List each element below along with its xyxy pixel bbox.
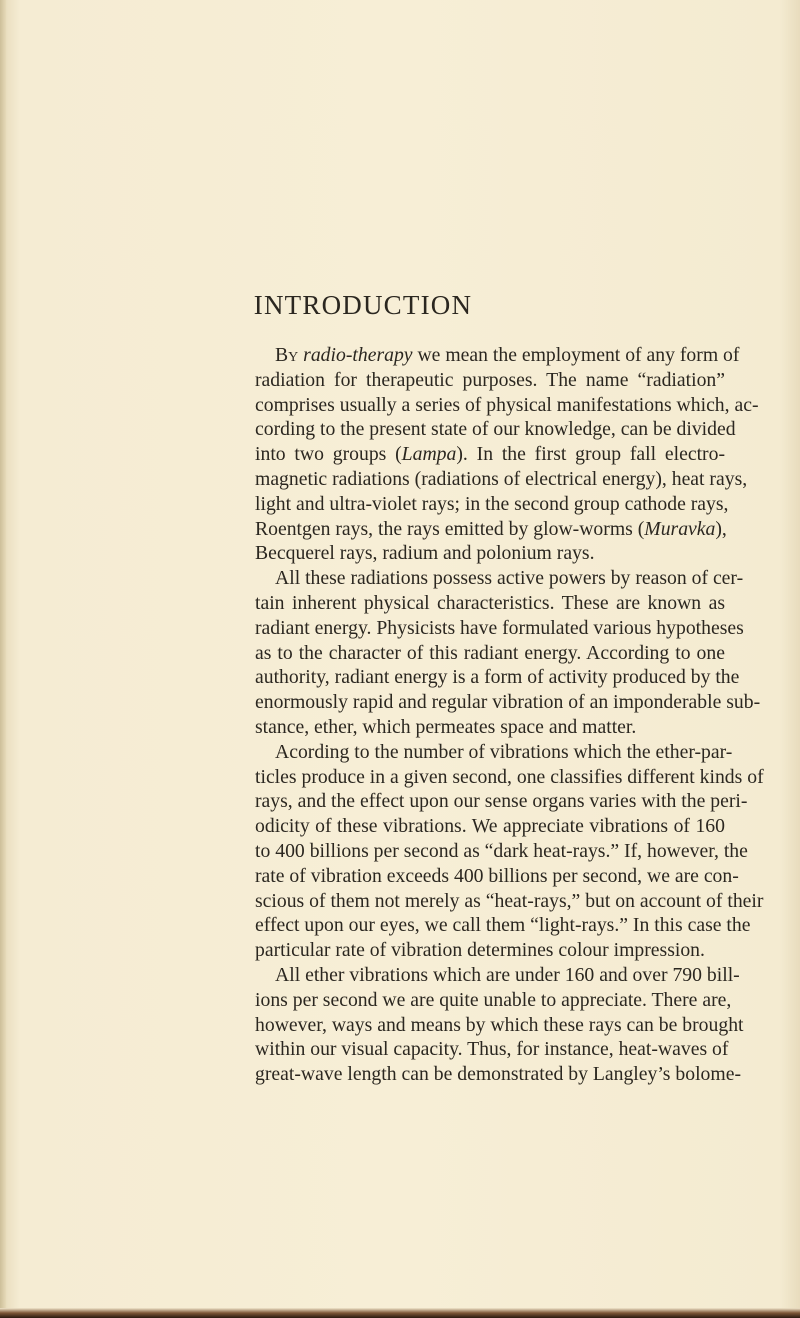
text-run: ticles produce in a given second, one classifies different kinds of [255,765,764,788]
text-line [255,715,725,740]
text-run: Acording to the number of vibrations which the ether-par- [275,740,733,763]
text-line [255,616,744,641]
text-line [255,368,725,393]
text-run: as to the character of this radiant energy. According to one [255,641,725,664]
text-run: scious of them not merely as “heat-rays,” but on account of their [255,889,764,912]
page-gutter-edge [0,0,6,1318]
text-line [255,343,740,368]
text-line [255,665,740,690]
text-run: effect upon our eyes, we call them “light-rays.” In this case the [255,914,751,937]
text-run: into two groups ( [255,443,402,466]
italic-text: Lampa [401,443,457,466]
text-run: rate of vibration exceeds 400 billions per second, we are con- [255,864,739,887]
page-bottom-edge [0,1308,800,1318]
text-run: magnetic radiations (radiations of electrical energy), heat rays, [255,467,748,490]
text-run: ). In the first group fall electro- [456,443,726,466]
text-run: particular rate of vibration determines colour impression. [255,939,705,962]
text-run: radiation for therapeutic purposes. The name “radiation” [255,368,725,391]
paragraph [255,740,764,963]
text-line [255,690,761,715]
paragraph [255,566,761,740]
text-line [255,566,744,591]
text-run: tain inherent physical characteristics. These are known as [255,591,725,614]
text-line [255,963,740,988]
text-run: ions per second we are quite unable to appreciate. There are, [255,988,732,1011]
text-line [255,1037,729,1062]
text-line [255,789,748,814]
text-run: to 400 billions per second as “dark heat-rays.” If, however, the [255,839,748,862]
text-line [255,839,748,864]
text-run: stance, ether, which permeates space and matter. [255,715,637,738]
text-run: cording to the present state of our knowledge, can be divided [255,418,736,441]
text-run: ), [715,517,727,540]
text-run: however, ways and means by which these rays can be brought [255,1013,744,1036]
text-run: All these radiations possess active powers by reason of cer- [275,567,744,590]
chapter-heading: INTRODUCTION [253,290,473,320]
text-line [255,1062,741,1087]
text-line [255,814,725,839]
paragraph [255,343,759,566]
italic-text: radio-therapy [303,344,413,366]
text-run: great-wave length can be demonstrated by Langley’s bolome- [255,1063,741,1086]
text-run: Becquerel rays, radium and polonium rays. [255,542,595,565]
text-line [255,517,725,542]
body-text [255,343,764,1087]
text-line [255,765,764,790]
text-line [255,541,725,566]
text-line [255,393,759,418]
italic-text: Muravka [644,517,716,540]
text-line [255,641,725,666]
text-run: comprises usually a series of physical manifestations which, ac- [255,393,759,416]
text-run: within our visual capacity. Thus, for instance, heat-waves of [255,1038,729,1061]
text-run: rays, and the effect upon our sense organs varies with the peri- [255,790,748,813]
text-run: All ether vibrations which are under 160 and over 790 bill- [275,963,740,986]
text-line [255,938,725,963]
text-run: radiant energy. Physicists have formulated various hypotheses [255,616,744,639]
text-line [255,740,733,765]
text-line [255,889,764,914]
text-line [255,913,751,938]
small-caps-text: By [275,344,299,366]
text-line [255,864,739,889]
text-run: Roentgen rays, the rays emitted by glow-worms ( [255,517,645,540]
text-line [255,467,748,492]
text-run: enormously rapid and regular vibration of an imponderable sub- [255,691,761,714]
text-run: odicity of these vibrations. We appreciate vibrations of 160 [255,815,725,838]
paragraph [255,963,744,1087]
text-line [255,417,736,442]
text-line [255,988,732,1013]
text-line [255,1013,744,1038]
text-run: authority, radiant energy is a form of activity produced by the [255,666,740,689]
text-run: light and ultra-violet rays; in the second group cathode rays, [255,492,729,515]
text-line [255,492,729,517]
text-run: we mean the employment of any form of [412,344,740,366]
text-line [255,591,725,616]
text-line [255,442,725,467]
